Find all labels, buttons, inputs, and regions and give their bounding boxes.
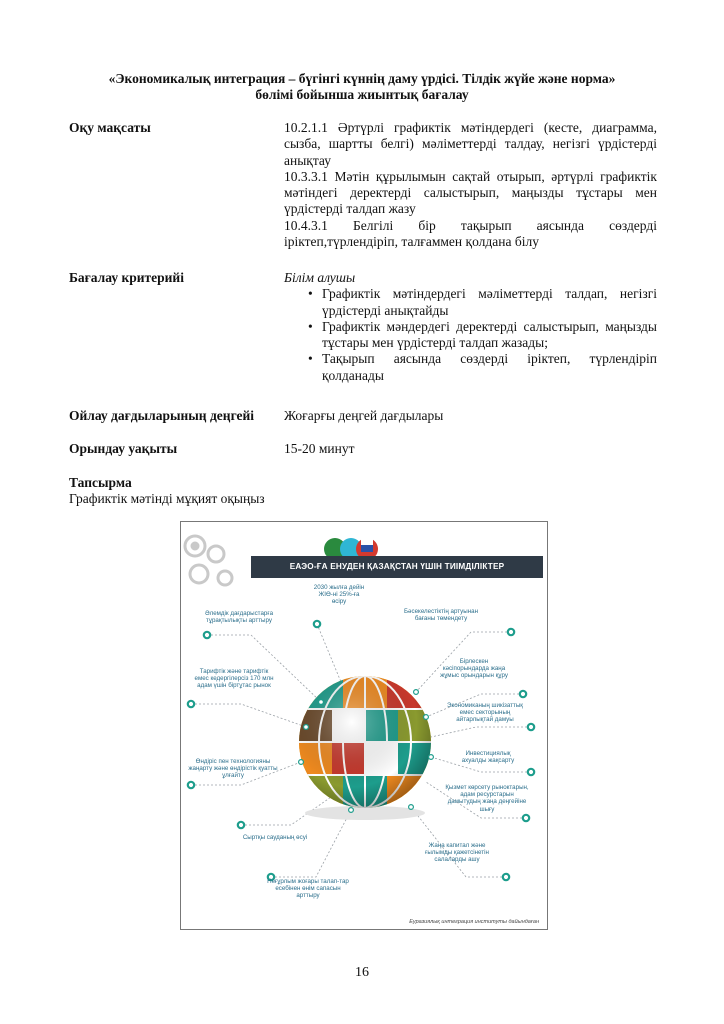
infographic-label: Сыртқы сауданың өсуі: [242, 834, 308, 841]
criteria-item: • Тақырып аясында сөздерді іріктеп, түрлендіріп қолданады: [322, 351, 657, 384]
infographic-label: Қызмет көрсету рыноктарын, адам ресурстарын дамытудың жаңа деңгейіне шығу: [445, 784, 529, 813]
title-line-1: «Экономикалық интеграция – бүгінгі күннің даму үрдісі. Тілдік жүйе және норма»: [108, 71, 616, 86]
infographic-label: Өндіріс пен технологияны жаңарту және өндірістік қуатты ұлғайту: [188, 758, 278, 780]
objective-item: 10.3.3.1 Мәтін құрылымын сақтай отырып, әртүрлі графиктік мәтіндегі деректерді салыстырып, маңызды тұстары мен үрдістерді талдап жазу: [284, 168, 657, 217]
task-text: Графиктік мәтінді мұқият оқыңыз: [69, 491, 265, 506]
infographic-label: 2030 жылға дейін ЖІӨ-ні 25%-ға өсіру: [313, 584, 365, 606]
infographic-label: Инвестициялық ахуалды жақсарту: [461, 750, 515, 765]
infographic-label: Экономиканың шикізаттық емес секторының айтарлықтай дамуы: [447, 702, 523, 724]
infographic-label: Неғұрлым жоғары талап-тар есебінен өнім сапасын арттыру: [267, 878, 349, 900]
criteria-item: • Графиктік мәндердегі деректерді салыстырып, маңызды тұстары мен үрдістерді талдап жазады;: [322, 319, 657, 352]
infographic-label: Жаңа капитал және ғылымды қажетсінетін салаларды ашу: [425, 842, 489, 864]
task-heading: Тапсырма: [69, 475, 132, 490]
time-label: Орындау уақыты: [69, 441, 178, 456]
infographic-label: Әлемдік дағдарыстарға тұрақтылықты арттыру: [204, 610, 274, 625]
thinking-value: Жоғарғы деңгей дағдылары: [284, 408, 444, 423]
criteria-content: [284, 270, 657, 384]
time-value: 15-20 минут: [284, 441, 355, 456]
infographic-credit: Еуразиялық интеграция институты дайындаған: [409, 919, 539, 925]
criteria-list: [284, 286, 657, 384]
objective-item: 10.2.1.1 Әртүрлі графиктік мәтіндердегі (кесте, диаграмма, сызба, шартты белгі) мәліметтерді талдау, негізгі үрдістерді анықтау: [284, 120, 657, 168]
thinking-label: Ойлау дағдыларының деңгейі: [69, 408, 255, 423]
infographic-label: Бәсекелестіктің артуынан бағаны төмендету: [404, 608, 478, 623]
criteria-item: • Графиктік мәтіндердегі мәліметтерді талдап, негізгі үрдістерді анықтайды: [322, 286, 657, 319]
objectives-label: Оқу мақсаты: [69, 120, 151, 135]
infographic-label: Тарифтік және тарифтік емес кедергілерсіз 170 млн адам үшін біртұтас рынок: [194, 668, 274, 690]
title-line-2: бөлімі бойынша жиынтық бағалау: [255, 87, 469, 102]
page-number: 16: [355, 965, 369, 980]
infographic-banner: ЕАЭО-ҒА ЕНУДЕН ҚАЗАҚСТАН ҮШІН ТИІМДІЛІКТЕР: [251, 556, 543, 578]
criteria-intro: Білім алушы: [284, 270, 356, 285]
criteria-label: Бағалау критерийі: [69, 270, 184, 285]
objectives-list: [284, 120, 657, 250]
gears-icon: [185, 536, 232, 585]
document-title: [60, 71, 664, 103]
infographic-label: Бірлескен кәсіпорындарда жаңа жұмыс орындарын құру: [440, 658, 508, 680]
infographic: [180, 521, 548, 930]
objective-item: 10.4.3.1 Белгілі бір тақырып аясында сөздерді іріктеп,түрлендіріп, талғаммен қолдана білу: [284, 217, 657, 250]
globe-image: [299, 676, 434, 820]
